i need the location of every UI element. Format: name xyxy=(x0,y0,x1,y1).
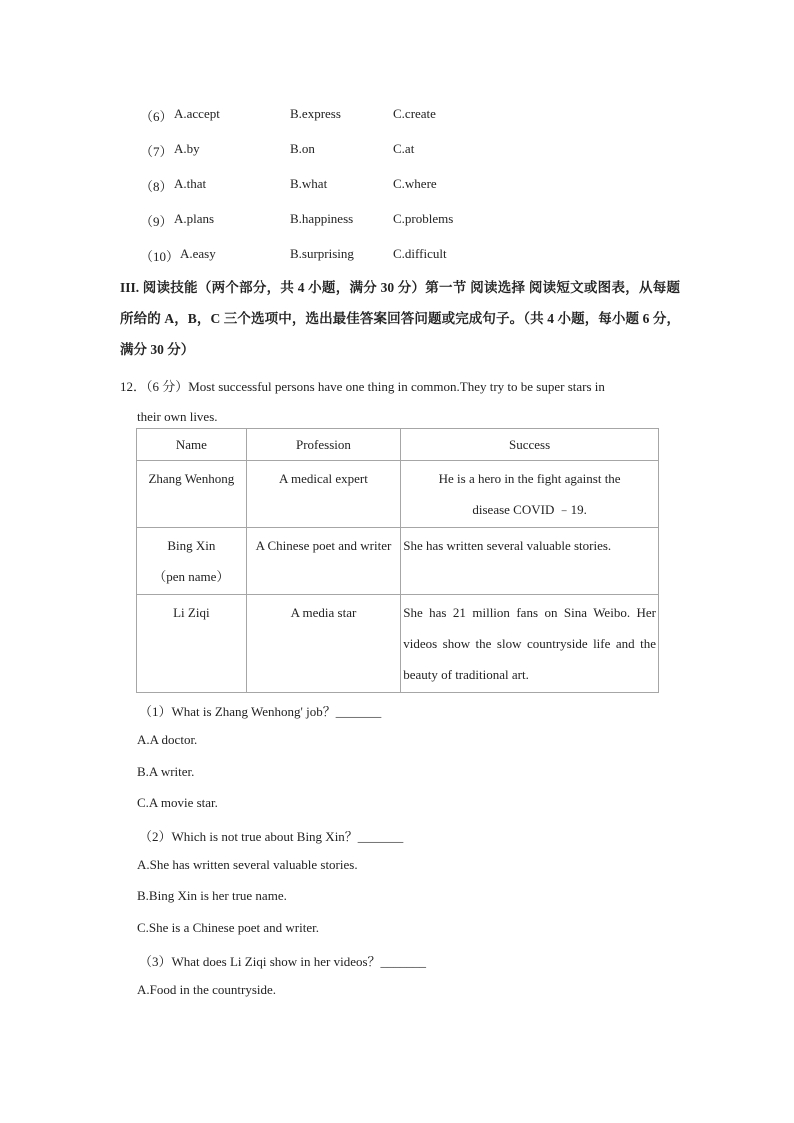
option-c: C.where xyxy=(393,176,437,191)
option-b: B.what xyxy=(290,176,328,191)
question-1-option-a: A.A doctor. xyxy=(137,732,198,747)
option-a: A.plans xyxy=(174,211,215,226)
cell-profession: A medical expert xyxy=(246,461,401,528)
option-a: A.by xyxy=(174,141,200,156)
option-number: （10） xyxy=(140,249,180,264)
question-12-line1: 12．（6 分）Most successful persons have one thing in common.They try to be super stars in xyxy=(120,379,605,394)
option-a: A.that xyxy=(174,176,207,191)
option-c: C.difficult xyxy=(393,246,447,261)
cell-name-note: （pen name） xyxy=(153,569,230,584)
question-2-option-b: B.Bing Xin is her true name. xyxy=(137,888,287,903)
cell-name-text: Zhang Wenhong xyxy=(148,471,235,486)
header-profession: Profession xyxy=(246,429,401,461)
option-c: C.at xyxy=(393,141,415,156)
option-a: A.easy xyxy=(180,246,216,261)
question-1-option-b: B.A writer. xyxy=(137,764,195,779)
option-number: （6） xyxy=(140,109,173,124)
option-row xyxy=(0,106,794,126)
cell-success: She has written several valuable stories. xyxy=(401,528,659,595)
table-header-row xyxy=(137,429,659,461)
question-2: （2）Which is not true about Bing Xin？_______ xyxy=(139,829,404,844)
option-a: A.accept xyxy=(174,106,220,121)
cell-success: He is a hero in the fight against the disease COVID ﹣19. xyxy=(401,461,659,528)
question-3-option-a: A.Food in the countryside. xyxy=(137,982,277,997)
cell-name-text: Bing Xin xyxy=(167,538,216,553)
cell-name xyxy=(137,528,247,595)
table-row xyxy=(137,595,659,693)
cell-name-text: Li Ziqi xyxy=(173,605,210,620)
header-name: Name xyxy=(137,429,247,461)
option-number: （9） xyxy=(140,214,173,229)
section-heading: III. 阅读技能（两个部分，共 4 小题，满分 30 分）第一节 阅读选择 阅读短文或图表，从每题所给的 A，B，C 三个选项中，选出最佳答案回答问题或完成句子。（共 4 小题，每小题 6 分，满分 30 分） xyxy=(120,280,680,357)
option-row xyxy=(0,176,794,196)
header-success: Success xyxy=(401,429,659,461)
question-1: （1）What is Zhang Wenhong' job？_______ xyxy=(139,704,382,719)
option-number: （7） xyxy=(140,144,173,159)
option-b: B.on xyxy=(290,141,315,156)
cell-profession: A Chinese poet and writer xyxy=(246,528,401,595)
option-c: C.problems xyxy=(393,211,454,226)
question-12-line2: their own lives. xyxy=(137,409,218,424)
cell-profession: A media star xyxy=(246,595,401,693)
question-2-option-c: C.She is a Chinese poet and writer. xyxy=(137,920,319,935)
question-1-option-c: C.A movie star. xyxy=(137,795,218,810)
question-12-intro xyxy=(120,372,680,432)
option-row xyxy=(0,246,794,266)
option-b: B.surprising xyxy=(290,246,354,261)
option-row xyxy=(0,211,794,231)
option-c: C.create xyxy=(393,106,436,121)
option-row xyxy=(0,141,794,161)
table-row xyxy=(137,461,659,528)
cell-name xyxy=(137,595,247,693)
table-row xyxy=(137,528,659,595)
option-b: B.happiness xyxy=(290,211,354,226)
cell-success: She has 21 million fans on Sina Weibo. Her videos show the slow countryside life and the beauty of traditional art. xyxy=(401,595,659,693)
question-2-option-a: A.She has written several valuable stories. xyxy=(137,857,358,872)
cell-name xyxy=(137,461,247,528)
question-3: （3）What does Li Ziqi show in her videos？_______ xyxy=(139,954,427,969)
option-b: B.express xyxy=(290,106,341,121)
option-number: （8） xyxy=(140,179,173,194)
info-table xyxy=(136,428,659,693)
